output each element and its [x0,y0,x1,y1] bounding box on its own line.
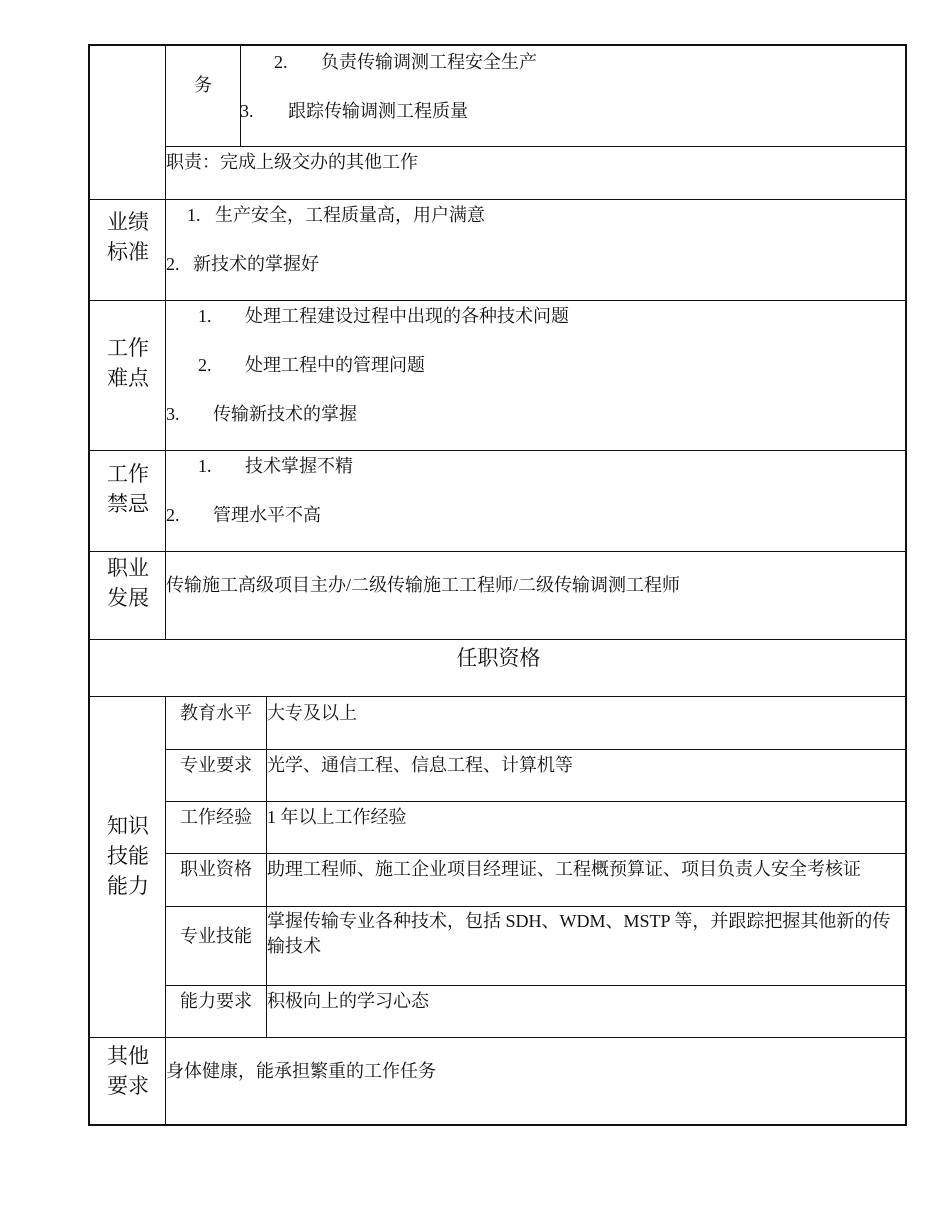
difficulties-item-1-text: 处理工程建设过程中出现的各种技术问题 [245,306,569,326]
taboos-label [90,459,166,519]
performance-label [90,207,166,267]
taboos-label-line1: 工作 [107,462,149,486]
other-req-text: 身体健康，能承担繁重的工作任务 [166,1061,436,1081]
performance-label-line2: 标准 [107,240,149,264]
other-req-label [90,1041,166,1101]
row-divider [90,1037,907,1038]
difficulties-item-2-text: 处理工程中的管理问题 [245,355,425,375]
career-label [90,553,166,613]
other-req-label-line2: 要求 [107,1074,149,1098]
duty-other: 职责：完成上级交办的其他工作 [166,152,418,172]
duty-item-2-num: 2. [274,52,288,72]
performance-label-line1: 业绩 [107,210,149,234]
knowledge-row-value: 大专及以上 [267,703,357,723]
knowledge-row-value: 掌握传输专业各种技术，包括 SDH、WDM、MSTP 等，并跟踪把握其他新的传输技术 [267,911,891,956]
career-text: 传输施工高级项目主办/二级传输施工工程师/二级传输调测工程师 [166,575,680,595]
taboos-item-1-text: 技术掌握不精 [245,456,353,476]
duty-label: 务 [194,75,212,95]
difficulties-label-line2: 难点 [107,366,149,390]
knowledge-row-name: 专业技能 [180,926,252,946]
performance-item-1-num: 1. [187,205,201,225]
difficulties-item-1-num: 1. [198,306,212,326]
difficulties-item-2-num: 2. [198,355,212,375]
row-divider [166,906,907,907]
performance-item-2-num: 2. [166,254,180,274]
taboos-item-2-num: 2. [166,505,180,525]
knowledge-row-value: 助理工程师、施工企业项目经理证、工程概预算证、项目负责人安全考核证 [267,859,861,879]
career-label-line1: 职业 [107,556,149,580]
row-divider [166,985,907,986]
row-divider [90,696,907,697]
taboos-item-2-text: 管理水平不高 [213,505,321,525]
knowledge-row-name: 工作经验 [180,807,252,827]
difficulties-item-3-text: 传输新技术的掌握 [213,404,357,424]
col-divider [240,46,241,146]
difficulties-label [90,333,166,393]
other-req-label-line1: 其他 [107,1044,149,1068]
row-divider [90,199,907,200]
duty-item-3-num: 3. [240,101,254,121]
knowledge-label-line3: 能力 [107,874,149,898]
qualification-title: 任职资格 [456,646,541,670]
row-divider [90,300,907,301]
difficulties-label-line1: 工作 [107,336,149,360]
performance-item-1-text: 生产安全，工程质量高，用户满意 [215,205,485,225]
knowledge-label-line2: 技能 [107,844,149,868]
taboos-item-1-num: 1. [198,456,212,476]
knowledge-label [90,811,166,901]
difficulties-item-3-num: 3. [166,404,180,424]
knowledge-row-name: 职业资格 [180,859,252,879]
row-divider [166,853,907,854]
duty-item-2-text: 负责传输调测工程安全生产 [321,52,537,72]
knowledge-row-value: 光学、通信工程、信息工程、计算机等 [267,755,573,775]
knowledge-row-name: 能力要求 [180,991,252,1011]
knowledge-row-value: 积极向上的学习心态 [267,991,429,1011]
knowledge-label-line1: 知识 [107,814,149,838]
career-label-line2: 发展 [107,586,149,610]
taboos-label-line2: 禁忌 [107,492,149,516]
row-divider [90,450,907,451]
knowledge-row-name: 专业要求 [180,755,252,775]
row-divider [166,801,907,802]
knowledge-row-value: 1 年以上工作经验 [267,807,407,827]
knowledge-row-name: 教育水平 [180,703,252,723]
row-divider [166,749,907,750]
row-divider [90,551,907,552]
performance-item-2-text: 新技术的掌握好 [193,254,319,274]
duty-item-3-text: 跟踪传输调测工程质量 [288,101,468,121]
job-description-table [88,44,907,1126]
row-divider [90,639,907,640]
row-divider [166,146,907,147]
